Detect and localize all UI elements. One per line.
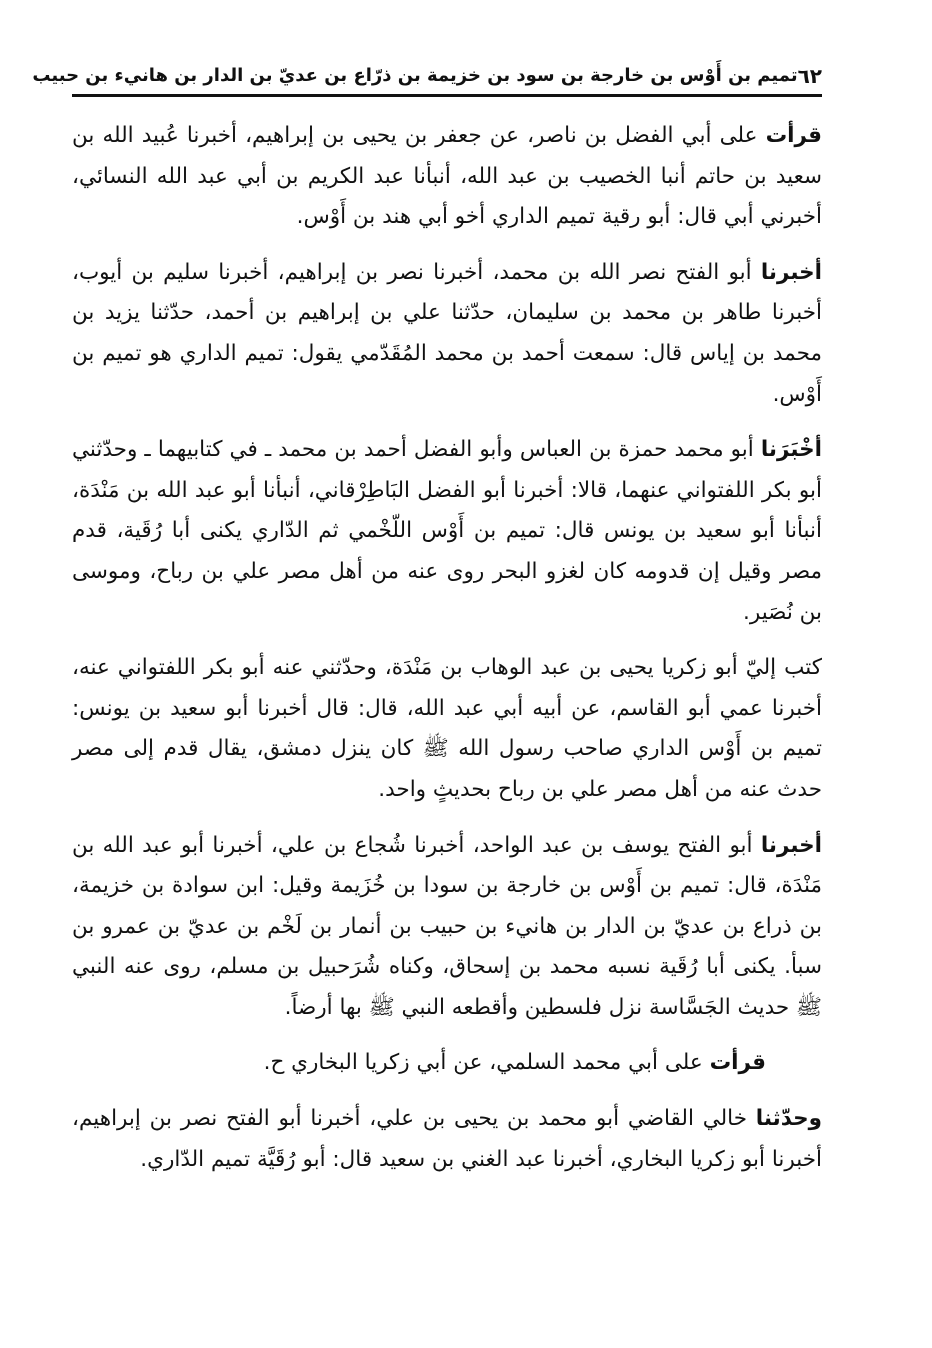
- paragraph-text: أبو الفتح يوسف بن عبد الواحد، أخبرنا شُجاع بن علي، أخبرنا أبو عبد الله بن مَنْدَة، قال: تميم بن أَوْس بن خارجة بن سودا بن خُزَيمة وقيل: ابن سوادة بن خزيمة، بن ذراع بن عديّ بن الدار بن هانيء بن حبيب بن أنمار بن لَخْم بن عديّ بن عمرو بن سبأ. يكنى أبا رُقَية نسبه محمد بن إسحاق، وكناه شُرَحبيل بن مسلم، روى عنه النبي ﷺ حديث الجَسَّاسة نزل فلسطين وأقطعه النبي ﷺ بها أرضاً.: [72, 832, 822, 1020]
- paragraph-text: كتب إليّ أبو زكريا يحيى بن عبد الوهاب بن مَنْدَة، وحدّثني عنه أبو بكر اللفتواني عنه، أخبرنا عمي أبو القاسم، عن أبيه أبي عبد الله، قال: قال أخبرنا أبو سعيد بن يونس: تميم بن أَوْس الداري صاحب رسول الله ﷺ كان ينزل دمشق، يقال قدم إلى مصر حدث عنه من أهل مصر علي بن رباح بحديثٍ واحد.: [72, 655, 822, 802]
- paragraph-lead-word: وحدّثنا: [755, 1106, 822, 1132]
- paragraph: [72, 1043, 822, 1084]
- paragraph-lead-word: أخْبَرَنا: [760, 437, 822, 463]
- paragraph-lead-word: قرأت: [709, 1050, 766, 1076]
- paragraph: [72, 648, 822, 810]
- paragraph-text: على أبي الفضل بن ناصر، عن جعفر بن يحيى بن إبراهيم، أخبرنا عُبيد الله بن سعيد بن حاتم أنبا الخصيب بن عبد الله، أنبأنا عبد الكريم بن أبي عبد الله النسائي، أخبرني أبي قال: أبو رقية تميم الداري أخو أبي هند بن أَوْس.: [72, 123, 822, 230]
- paragraph: [72, 253, 822, 415]
- paragraph-text: أبو الفتح نصر الله بن محمد، أخبرنا نصر بن إبراهيم، أخبرنا سليم بن أيوب، أخبرنا طاهر بن محمد بن سليمان، حدّثنا علي بن إبراهيم بن أحمد، حدّثنا يزيد بن محمد بن إياس قال: سمعت أحمد بن محمد المُقَدّمي يقول: تميم الداري هو تميم بن أَوْس.: [72, 259, 822, 407]
- paragraph: [72, 826, 822, 1029]
- paragraph: [72, 116, 822, 238]
- paragraph-text: على أبي محمد السلمي، عن أبي زكريا البخاري ح.: [263, 1050, 710, 1076]
- paragraph-text: أبو محمد حمزة بن العباس وأبو الفضل أحمد بن محمد ـ في كتابيهما ـ وحدّثني أبو بكر اللفتواني عنهما، قالا: أخبرنا أبو الفضل البَاطِرْقاني، أنبأنا أبو عبد الله بن مَنْدَة، أنبأنا أبو سعيد بن يونس قال: تميم بن أَوْس اللّخْمي ثم الدّاري يكنى أبا رُقَية، قدم مصر وقيل إن قدومه كان لغزو البحر روى عنه من أهل مصر علي بن رباح، وموسى بن نُصَير.: [72, 437, 822, 625]
- body-text: [72, 116, 822, 1180]
- paragraph-text: خالي القاضي أبو محمد بن يحيى بن علي، أخبرنا أبو الفتح نصر بن إبراهيم، أخبرنا أبو زكريا البخاري، أخبرنا عبد الغني بن سعيد قال: أبو رُقَيَّة تميم الدّاري.: [72, 1106, 822, 1172]
- running-title: تميم بن أَوْس بن خارجة بن سود بن خزيمة بن ذرّاع بن عديّ بن الدار بن هانيء بن حبيب: [32, 65, 798, 86]
- page-number: ٦٢: [797, 64, 822, 88]
- paragraph-lead-word: أخبرنا: [760, 832, 822, 858]
- paragraph: [72, 430, 822, 633]
- paragraph-lead-word: أخبرنا: [760, 259, 822, 285]
- page-header: [32, 58, 822, 97]
- paragraph: [72, 1099, 822, 1180]
- paragraph-lead-word: قرأت: [765, 123, 822, 148]
